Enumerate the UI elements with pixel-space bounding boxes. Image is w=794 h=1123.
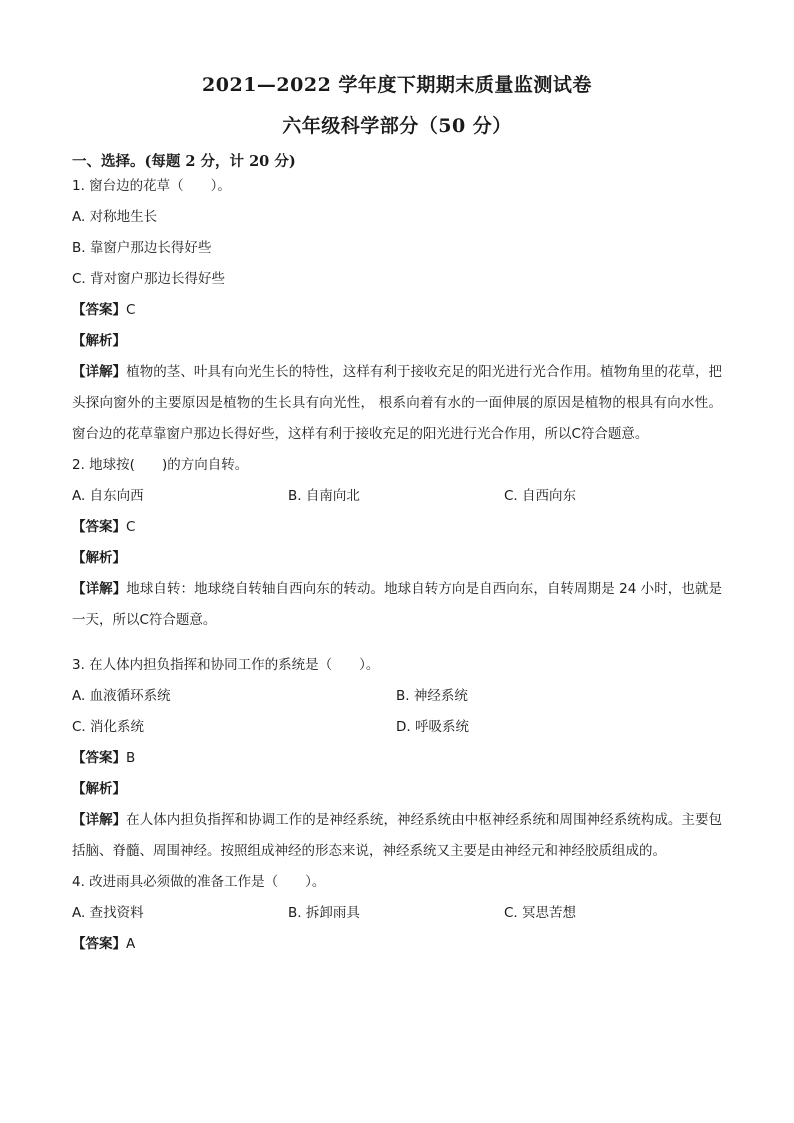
question-2-analysis-label: 【解析】 <box>72 550 126 566</box>
question-1-answer <box>72 295 722 326</box>
question-4-option-b: B. 拆卸雨具 <box>288 905 360 921</box>
detail-label: 【详解】 <box>72 364 127 380</box>
question-4-answer <box>72 929 722 960</box>
question-3-analysis-label: 【解析】 <box>72 781 126 797</box>
question-3-option-b: B. 神经系统 <box>396 688 468 704</box>
question-1-option-c: C. 背对窗户那边长得好些 <box>72 271 226 287</box>
question-2-answer <box>72 512 722 543</box>
question-3-options-row-2 <box>72 712 722 743</box>
document-page <box>72 64 722 960</box>
exam-subtitle: 六年级科学部分（50 分） <box>282 115 512 137</box>
question-1-analysis-label: 【解析】 <box>72 333 126 349</box>
detail-text: 在人体内担负指挥和协调工作的是神经系统，神经系统由中枢神经系统和周围神经系统构成。主要包括脑、脊髓、周围神经。按照组成神经的形态来说，神经系统又主要是由神经元和神经胶质组成的。 <box>72 812 723 859</box>
detail-label: 【详解】 <box>72 581 127 597</box>
question-4-option-c: C. 冥思苦想 <box>504 905 577 921</box>
question-3-options-row-1 <box>72 681 722 712</box>
question-2-stem: 2. 地球按( )的方向自转。 <box>72 457 249 473</box>
question-1-detail <box>72 357 722 450</box>
question-2-option-a: A. 自东向西 <box>72 488 144 504</box>
answer-value: A <box>126 936 136 952</box>
question-3-option-c: C. 消化系统 <box>72 719 145 735</box>
answer-value: B <box>126 750 136 766</box>
question-4-stem: 4. 改进雨具必须做的准备工作是（ ）。 <box>72 874 326 890</box>
answer-label: 【答案】 <box>72 302 126 318</box>
question-2-option-c: C. 自西向东 <box>504 488 577 504</box>
question-3-option-d: D. 呼吸系统 <box>396 719 469 735</box>
question-2-detail <box>72 574 722 636</box>
detail-text: 地球自转：地球绕自转轴自西向东的转动。地球自转方向是自西向东，自转周期是 24 小时，也就是一天，所以C符合题意。 <box>72 581 722 628</box>
question-4-option-a: A. 查找资料 <box>72 905 144 921</box>
question-2-option-b: B. 自南向北 <box>288 488 360 504</box>
detail-text: 植物的茎、叶具有向光生长的特性，这样有利于接收充足的阳光进行光合作用。植物角里的花草，把头探向窗外的主要原因是植物的生长具有向光性， 根系向着有水的一面伸展的原因是植物的根具有向水性。窗台边的花草靠窗户那边长得好些，这样有利于接收充足的阳光进行光合作用，所以C符合题意。 <box>72 364 723 442</box>
question-1-stem: 1. 窗台边的花草（ ）。 <box>72 178 231 194</box>
question-4-options <box>72 898 722 929</box>
answer-label: 【答案】 <box>72 519 126 535</box>
detail-label: 【详解】 <box>72 812 127 828</box>
spacer <box>72 636 722 650</box>
answer-label: 【答案】 <box>72 750 126 766</box>
question-1-option-b: B. 靠窗户那边长得好些 <box>72 240 212 256</box>
question-3-option-a: A. 血液循环系统 <box>72 688 171 704</box>
answer-value: C <box>126 302 136 318</box>
question-1-option-a: A. 对称地生长 <box>72 209 158 225</box>
section-heading: 一、选择。(每题 2 分，计 20 分) <box>72 153 296 170</box>
answer-value: C <box>126 519 136 535</box>
answer-label: 【答案】 <box>72 936 126 952</box>
question-3-answer <box>72 743 722 774</box>
question-3-stem: 3. 在人体内担负指挥和协同工作的系统是（ ）。 <box>72 657 380 673</box>
question-3-detail <box>72 805 722 867</box>
exam-title: 2021—2022 学年度下期期末质量监测试卷 <box>202 74 592 96</box>
question-2-options <box>72 481 722 512</box>
